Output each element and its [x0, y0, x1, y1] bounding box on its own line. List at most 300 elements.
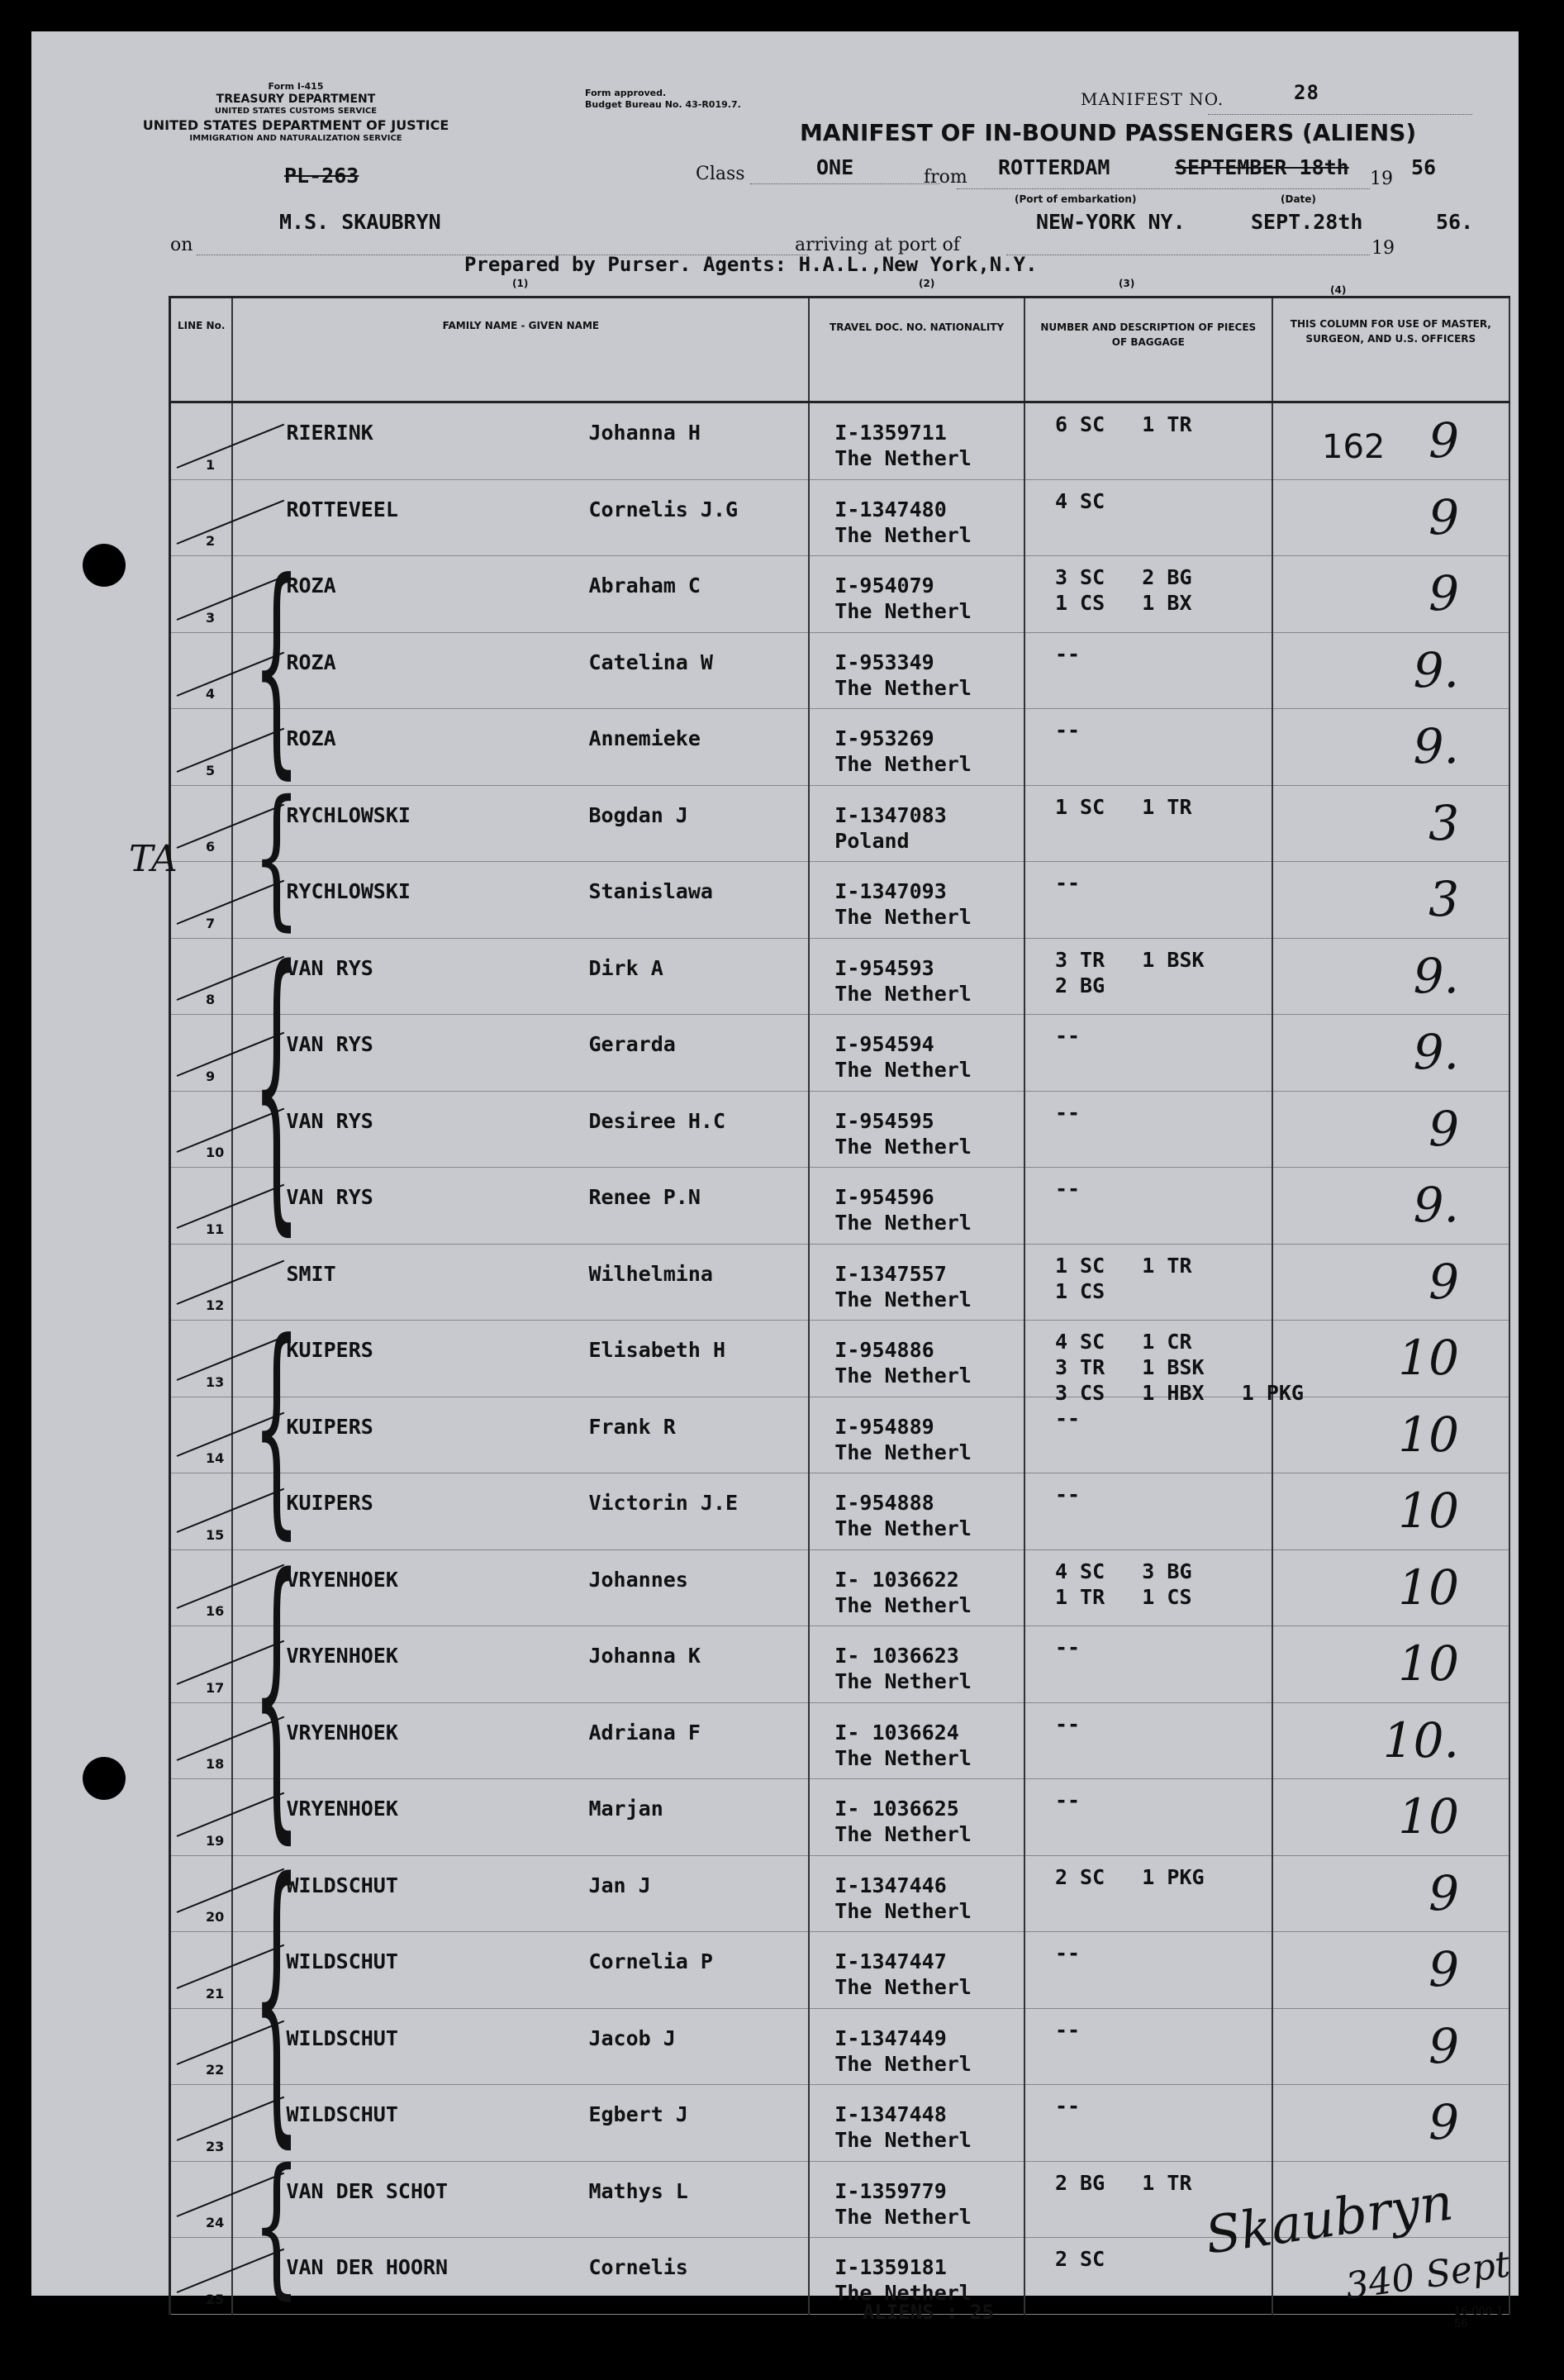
travel-doc-no: I-954596: [834, 1185, 934, 1209]
travel-doc-no: I-954594: [834, 1032, 934, 1056]
manifest-label: MANIFEST NO.: [1081, 89, 1224, 109]
vessel-name: M.S. SKAUBRYN: [279, 210, 441, 234]
line-number: 5: [206, 762, 216, 778]
manifest-line: [1208, 114, 1472, 115]
baggage-cell: [1024, 2008, 1272, 2085]
family-name: VAN RYS: [286, 955, 373, 980]
family-name: KUIPERS: [286, 1414, 373, 1439]
family-name: ROZA: [286, 650, 336, 674]
nationality: The Netherl: [834, 1211, 972, 1235]
class-value: ONE: [816, 155, 854, 179]
officer-cell: [1272, 632, 1509, 709]
given-name: Adriana F: [588, 1720, 701, 1745]
given-name: Cornelis J.G: [588, 497, 739, 521]
travel-doc-no: I-954595: [834, 1108, 934, 1133]
signature-note: 340 Sept: [1343, 2243, 1513, 2308]
travel-doc-no: I-954886: [834, 1338, 934, 1362]
th-name-text: FAMILY NAME - GIVEN NAME: [442, 320, 600, 331]
name-cell: [232, 1397, 809, 1473]
nationality: The Netherl: [834, 675, 972, 700]
officer-mark: 9: [1429, 2017, 1459, 2074]
officer-mark: 10: [1398, 1559, 1459, 1616]
name-cell: [232, 479, 809, 556]
officer-cell: [1272, 1397, 1509, 1473]
doc-cell: [809, 402, 1024, 480]
name-cell: [232, 556, 809, 633]
baggage: 4 SC 3 BG 1 TR 1 CS: [1054, 1559, 1192, 1609]
name-cell: [232, 785, 809, 862]
given-name: Johanna K: [588, 1644, 701, 1668]
baggage: --: [1054, 718, 1081, 742]
nationality: The Netherl: [834, 522, 972, 547]
th-doc: [809, 298, 1024, 402]
th-line-text: LINE No.: [178, 320, 226, 331]
officer-mark: 9.: [1413, 947, 1459, 1004]
treasury-dept: TREASURY DEPARTMENT: [216, 92, 376, 106]
handwritten-ta: TA: [129, 838, 178, 880]
baggage-cell: [1024, 1091, 1272, 1168]
given-name: Dirk A: [588, 955, 663, 980]
travel-doc-no: I-1347448: [834, 2102, 947, 2126]
baggage-cell: [1024, 862, 1272, 939]
family-name: ROZA: [286, 574, 336, 597]
table-row: [170, 1779, 1510, 1856]
travel-doc-no: I- 1036622: [834, 1567, 959, 1592]
family-name: WILDSCHUT: [286, 2025, 398, 2050]
line-number: 15: [206, 1526, 225, 1543]
travel-doc-no: I-953269: [834, 726, 934, 750]
officer-cell: [1272, 1473, 1509, 1550]
given-name: Egbert J: [588, 2102, 688, 2126]
officer-cell: [1272, 862, 1509, 939]
given-name: Renee P.N: [588, 1185, 701, 1209]
nationality: The Netherl: [834, 981, 972, 1006]
arrival-year: 56.: [1436, 210, 1474, 234]
table-row: [170, 2085, 1510, 2162]
nationality: The Netherl: [834, 905, 972, 929]
date-label: (Date): [1281, 193, 1316, 205]
line-cell: [170, 1168, 233, 1245]
name-cell: [232, 1779, 809, 1856]
given-name: Cornelis: [588, 2255, 688, 2279]
doc-cell: [809, 862, 1024, 939]
line-number: 19: [206, 1832, 225, 1849]
table-row: [170, 479, 1510, 556]
line-number: 3: [206, 609, 216, 626]
arriving-label: arriving at port of: [795, 235, 960, 255]
travel-doc-no: I-1359711: [834, 421, 947, 445]
nationality: The Netherl: [834, 1898, 972, 1923]
family-name: RYCHLOWSKI: [286, 802, 411, 827]
form-print-code: 16-000-1-56: [1454, 2306, 1507, 2330]
depart-year: 56: [1411, 155, 1437, 179]
baggage-cell: [1024, 1321, 1304, 1405]
table-row: [170, 938, 1510, 1015]
nationality: The Netherl: [834, 752, 972, 776]
officer-cell: [1272, 1626, 1509, 1703]
line-cell: [170, 632, 233, 709]
nationality: The Netherl: [834, 2281, 972, 2305]
family-name: KUIPERS: [286, 1491, 373, 1515]
officer-mark: 9.: [1413, 1024, 1459, 1080]
doc-cell: [809, 1091, 1024, 1168]
baggage: 2 SC: [1054, 2247, 1105, 2271]
th-line: [170, 298, 233, 402]
baggage: 4 SC 1 CR 3 TR 1 BSK 3 CS 1 HBX 1 PKG: [1054, 1330, 1304, 1405]
manifest-page: [31, 31, 1519, 2330]
officer-cell: [1272, 402, 1509, 480]
travel-doc-no: I-954889: [834, 1414, 934, 1439]
table-row: [170, 1168, 1510, 1245]
line-number: 18: [206, 1756, 225, 1772]
manifest-value: 28: [1294, 81, 1319, 104]
handwritten-count: 162: [1322, 428, 1386, 466]
table-row: [170, 1244, 1510, 1321]
travel-doc-no: I-1347557: [834, 1261, 947, 1286]
family-name: SMIT: [286, 1261, 336, 1286]
family-name: ROZA: [286, 726, 336, 750]
name-cell: [232, 632, 809, 709]
nationality: The Netherl: [834, 1134, 972, 1159]
baggage-cell: [1024, 556, 1272, 633]
punch-hole: [83, 544, 126, 587]
baggage-cell: [1024, 1549, 1272, 1626]
baggage: --: [1054, 641, 1081, 666]
name-cell: [232, 2008, 809, 2085]
given-name: Jacob J: [588, 2025, 676, 2050]
line-cell: [170, 709, 233, 786]
officer-cell: [1272, 938, 1509, 1015]
baggage: --: [1054, 871, 1081, 895]
family-group-brace: {: [253, 533, 301, 800]
baggage-cell: [1024, 785, 1272, 862]
baggage-cell: [1024, 1168, 1272, 1245]
arrival-date: SEPT.28th: [1251, 210, 1363, 234]
passenger-table: [169, 296, 1513, 2315]
family-name: VRYENHOEK: [286, 1720, 398, 1745]
baggage: 1 SC 1 TR: [1054, 794, 1192, 819]
baggage: 1 SC 1 TR 1 CS: [1054, 1253, 1192, 1303]
travel-doc-no: I-1359779: [834, 2178, 947, 2203]
given-name: Annemieke: [588, 726, 701, 750]
line-number: 17: [206, 1679, 225, 1696]
class-line: [750, 183, 940, 184]
baggage-cell: [1024, 479, 1272, 556]
line-number: 10: [206, 1145, 225, 1160]
line-cell: [170, 402, 233, 480]
nationality: The Netherl: [834, 1440, 972, 1464]
baggage: --: [1054, 1635, 1081, 1659]
line-number: 24: [206, 2215, 225, 2230]
line-number: 4: [206, 686, 216, 702]
punch-hole: [83, 1757, 126, 1800]
family-name: RYCHLOWSKI: [286, 879, 411, 903]
baggage-cell: [1024, 1015, 1272, 1092]
officer-mark: 10: [1398, 1330, 1459, 1386]
table-header: [170, 298, 1510, 402]
baggage-cell: [1024, 1779, 1272, 1856]
depart-date: SEPTEMBER 18th: [1175, 155, 1349, 179]
pl-number: PL-263: [284, 164, 359, 188]
baggage-cell: [1024, 402, 1272, 480]
from-label: from: [924, 167, 967, 188]
officer-cell: [1272, 1244, 1509, 1321]
family-group-brace: {: [253, 2136, 301, 2314]
officer-cell: [1272, 1702, 1509, 1779]
nationality: The Netherl: [834, 1287, 972, 1311]
page-title: MANIFEST OF IN-BOUND PASSENGERS (ALIENS): [800, 119, 1417, 146]
family-group-brace: {: [253, 907, 301, 1262]
family-name: VRYENHOEK: [286, 1797, 398, 1821]
officer-cell: [1272, 785, 1509, 862]
given-name: Abraham C: [588, 574, 701, 597]
line-number: 6: [206, 839, 216, 854]
table-row: [170, 2008, 1510, 2085]
nationality: The Netherl: [834, 599, 972, 623]
customs-service: UNITED STATES CUSTOMS SERVICE: [214, 107, 378, 117]
table-row: [170, 1702, 1510, 1779]
doc-cell: [809, 1397, 1024, 1473]
line-number: 11: [206, 1221, 225, 1237]
baggage-cell: [1024, 709, 1272, 786]
baggage-cell: [1024, 1702, 1272, 1779]
baggage-cell: [1024, 2085, 1272, 2162]
table-row: [170, 1015, 1510, 1092]
officer-mark: 10: [1398, 1406, 1459, 1463]
family-name: RIERINK: [286, 421, 373, 445]
line-number: 13: [206, 1373, 225, 1390]
baggage-cell: [1024, 1397, 1272, 1473]
officer-mark: 9: [1429, 488, 1459, 545]
line-cell: [170, 1015, 233, 1092]
doc-cell: [809, 2161, 1024, 2238]
officer-mark: 9: [1429, 2094, 1459, 2150]
line-number: 25: [206, 2291, 225, 2307]
nationality: The Netherl: [834, 1592, 972, 1617]
family-name: VAN DER SCHOT: [286, 2178, 449, 2203]
name-cell: [232, 1932, 809, 2009]
officer-mark: 9.: [1413, 641, 1459, 698]
prepared-by: Prepared by Purser. Agents: H.A.L.,New York,N.Y.: [464, 253, 1038, 276]
nationality: The Netherl: [834, 1822, 972, 1846]
baggage-cell: [1024, 1626, 1272, 1703]
ins-service: IMMIGRATION AND NATURALIZATION SERVICE: [189, 133, 402, 143]
line-cell: [170, 479, 233, 556]
th-baggage-text: NUMBER AND DESCRIPTION OF PIECES OF BAGGAGE: [1040, 321, 1257, 348]
line-cell: [170, 1321, 233, 1397]
nationality: The Netherl: [834, 2128, 972, 2152]
doc-cell: [809, 1321, 1024, 1397]
form-number: Form I-415: [268, 81, 324, 92]
family-group-brace: {: [253, 1293, 301, 1560]
family-name: VAN DER HOORN: [286, 2255, 449, 2279]
doc-cell: [809, 709, 1024, 786]
col-num-3: (3): [1119, 278, 1135, 289]
name-cell: [232, 1855, 809, 1932]
officer-mark: 10: [1398, 1788, 1459, 1844]
officer-mark: 9: [1429, 412, 1459, 469]
from-value: ROTTERDAM: [998, 155, 1110, 179]
name-cell: [232, 1321, 809, 1397]
family-name: KUIPERS: [286, 1338, 373, 1362]
officer-cell: [1272, 1855, 1509, 1932]
line-number: 8: [206, 992, 216, 1007]
nationality: The Netherl: [834, 1058, 972, 1082]
given-name: Johannes: [588, 1567, 688, 1592]
travel-doc-no: I-1359181: [834, 2255, 947, 2279]
given-name: Bogdan J: [588, 802, 688, 827]
given-name: Gerarda: [588, 1032, 676, 1056]
line-number: 12: [206, 1297, 225, 1313]
officer-mark: 9.: [1413, 1177, 1459, 1233]
line-cell: [170, 862, 233, 939]
officer-cell: [1272, 556, 1509, 633]
agency-header: [139, 81, 453, 144]
name-cell: [232, 2238, 809, 2315]
table-row: [170, 1855, 1510, 1932]
form-approved-text: Form approved.: [585, 88, 667, 98]
table-row: [170, 1549, 1510, 1626]
family-name: VAN RYS: [286, 1108, 373, 1133]
doc-cell: [809, 1702, 1024, 1779]
baggage-cell: [1024, 1244, 1272, 1321]
line-cell: [170, 556, 233, 633]
table-row: [170, 1397, 1510, 1473]
name-cell: [232, 2085, 809, 2162]
travel-doc-no: I-954593: [834, 955, 934, 980]
line-number: 9: [206, 1068, 216, 1084]
th-officers: [1272, 298, 1509, 402]
line-number: 2: [206, 533, 216, 549]
line-number: 20: [206, 1909, 225, 1925]
doc-cell: [809, 1932, 1024, 2009]
officer-cell: [1272, 1168, 1509, 1245]
given-name: Johanna H: [588, 421, 701, 445]
line-cell: [170, 1473, 233, 1550]
table-row: [170, 1932, 1510, 2009]
baggage: --: [1054, 1941, 1081, 1965]
travel-doc-no: I-1347447: [834, 1949, 947, 1973]
nationality: The Netherl: [834, 1745, 972, 1770]
officer-mark: 9: [1429, 1253, 1459, 1310]
family-name: VAN RYS: [286, 1185, 373, 1209]
line-number: 23: [206, 2138, 225, 2154]
given-name: Frank R: [588, 1414, 676, 1439]
nationality: The Netherl: [834, 1975, 972, 1999]
nationality: The Netherl: [834, 2204, 972, 2229]
travel-doc-no: I- 1036625: [834, 1797, 959, 1821]
table-row: [170, 1473, 1510, 1550]
family-group-brace: {: [253, 1515, 301, 1870]
given-name: Cornelia P: [588, 1949, 713, 1973]
line-number: 21: [206, 1985, 225, 2002]
baggage-cell: [1024, 1473, 1272, 1550]
given-name: Marjan: [588, 1797, 663, 1821]
doc-cell: [809, 1626, 1024, 1703]
travel-doc-no: I-953349: [834, 650, 934, 674]
baggage-cell: [1024, 1855, 1272, 1932]
line-cell: [170, 1091, 233, 1168]
family-name: VAN RYS: [286, 1032, 373, 1056]
officer-cell: [1272, 2085, 1509, 2162]
baggage: 3 SC 2 BG 1 CS 1 BX: [1054, 565, 1192, 615]
officer-cell: [1272, 479, 1509, 556]
baggage: --: [1054, 1406, 1081, 1430]
travel-doc-no: I-1347446: [834, 1873, 947, 1897]
name-cell: [232, 1626, 809, 1703]
table-row: [170, 556, 1510, 633]
family-name: VRYENHOEK: [286, 1644, 398, 1668]
baggage: 2 SC 1 PKG: [1054, 1864, 1205, 1889]
aliens-total: ALIENS : 25: [863, 2301, 994, 2324]
officer-mark: 3: [1429, 871, 1459, 927]
doc-cell: [809, 1168, 1024, 1245]
travel-doc-no: I-954888: [834, 1491, 934, 1515]
line-cell: [170, 2238, 233, 2315]
officer-mark: 9: [1429, 1100, 1459, 1157]
baggage-cell: [1024, 938, 1272, 1015]
manifest-number: [1081, 81, 1319, 109]
year-prefix: 19: [1370, 169, 1393, 189]
port-embarkation-label: (Port of embarkation): [1015, 193, 1137, 205]
doc-cell: [809, 632, 1024, 709]
officer-cell: [1272, 1091, 1509, 1168]
signature: Skaubryn: [1201, 2171, 1457, 2266]
line-number: 16: [206, 1603, 225, 1619]
officer-cell: [1272, 2008, 1509, 2085]
given-name: Wilhelmina: [588, 1261, 713, 1286]
officer-cell: [1272, 1779, 1509, 1856]
travel-doc-no: I-954079: [834, 574, 934, 597]
baggage: 2 BG 1 TR: [1054, 2170, 1192, 2195]
travel-doc-no: I-1347083: [834, 802, 947, 827]
doc-cell: [809, 2008, 1024, 2085]
officer-mark: 9.: [1413, 718, 1459, 774]
officer-mark: 10: [1398, 1635, 1459, 1692]
officer-mark: 10.: [1382, 1711, 1459, 1768]
name-cell: [232, 402, 809, 480]
given-name: Desiree H.C: [588, 1108, 726, 1133]
th-doc-text: TRAVEL DOC. NO. NATIONALITY: [830, 321, 1005, 333]
nationality: The Netherl: [834, 1364, 972, 1388]
given-name: Stanislawa: [588, 879, 713, 903]
nationality: The Netherl: [834, 446, 972, 470]
nationality: The Netherl: [834, 1669, 972, 1693]
th-officers-text: THIS COLUMN FOR USE OF MASTER, SURGEON, AND U.S. OFFICERS: [1290, 318, 1491, 345]
officer-cell: [1272, 1932, 1509, 2009]
officer-mark: 9: [1429, 1941, 1459, 1997]
family-group-brace: {: [253, 1819, 301, 2174]
table-row: [170, 862, 1510, 939]
officer-mark: 9: [1429, 1864, 1459, 1921]
baggage: --: [1054, 1788, 1081, 1812]
col-num-1: (1): [512, 278, 529, 289]
nationality: The Netherl: [834, 1516, 972, 1540]
justice-dept: UNITED STATES DEPARTMENT OF JUSTICE: [142, 117, 449, 133]
given-name: Catelina W: [588, 650, 713, 674]
officer-cell: [1272, 709, 1509, 786]
baggage: --: [1054, 1024, 1081, 1048]
baggage: 6 SC 1 TR: [1054, 412, 1192, 436]
table-row: [170, 709, 1510, 786]
line-cell: [170, 1244, 233, 1321]
baggage: --: [1054, 1483, 1081, 1507]
doc-cell: [809, 1779, 1024, 1856]
travel-doc-no: I-1347449: [834, 2025, 947, 2050]
baggage: --: [1054, 1711, 1081, 1736]
officer-mark: 3: [1429, 794, 1459, 851]
nationality: Poland: [834, 828, 910, 853]
